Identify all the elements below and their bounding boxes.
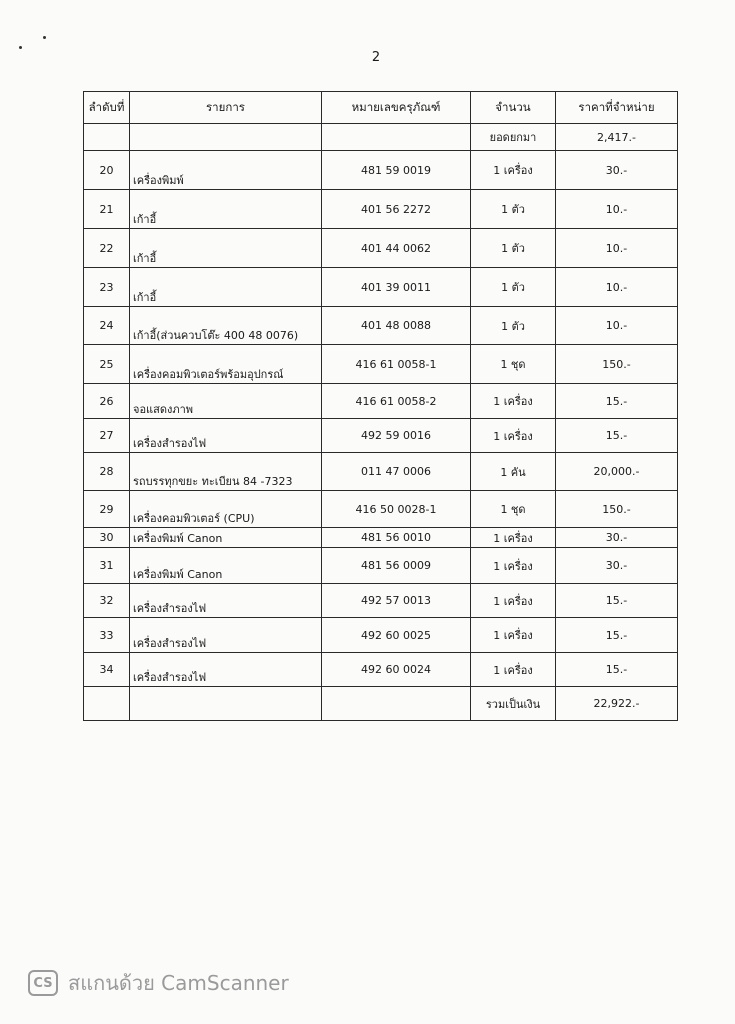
asset-code: 492 60 0024 [322, 653, 471, 687]
item-name: เครื่องสำรองไฟ [130, 653, 322, 687]
disposal-price: 10.- [556, 268, 678, 307]
item-name: เครื่องพิมพ์ Canon [130, 548, 322, 584]
page-number: 2 [371, 50, 381, 65]
quantity: 1 คัน [471, 453, 556, 491]
quantity: 1 เครื่อง [471, 419, 556, 453]
quantity: 1 เครื่อง [471, 384, 556, 419]
asset-code: 401 48 0088 [322, 307, 471, 345]
item-name: เครื่องคอมพิวเตอร์ (CPU) [130, 491, 322, 528]
asset-code: 416 61 0058-1 [322, 345, 471, 384]
item-name: เครื่องพิมพ์ [130, 151, 322, 190]
row-number: 24 [84, 307, 130, 345]
item-name: เครื่องสำรองไฟ [130, 419, 322, 453]
disposal-price: 15.- [556, 384, 678, 419]
asset-code: 401 56 2272 [322, 190, 471, 229]
quantity: 1 ตัว [471, 190, 556, 229]
disposal-price: 30.- [556, 151, 678, 190]
row-number: 20 [84, 151, 130, 190]
quantity: 1 เครื่อง [471, 151, 556, 190]
item-name: รถบรรทุกขยะ ทะเบียน 84 -7323 [130, 453, 322, 491]
header-qty: จำนวน [471, 92, 556, 124]
disposal-price: 15.- [556, 584, 678, 618]
row-number: 34 [84, 653, 130, 687]
header-no: ลำดับที่ [84, 92, 130, 124]
camscanner-logo-icon: CS [28, 970, 58, 996]
disposal-price: 30.- [556, 548, 678, 584]
asset-code: 011 47 0006 [322, 453, 471, 491]
table-row [84, 548, 678, 584]
row-number: 25 [84, 345, 130, 384]
header-price: ราคาที่จำหน่าย [556, 92, 678, 124]
item-name: เครื่องพิมพ์ Canon [130, 528, 322, 548]
item-name: เครื่องสำรองไฟ [130, 618, 322, 653]
inventory-disposal-table [83, 91, 678, 721]
quantity: 1 ตัว [471, 307, 556, 345]
disposal-price: 150.- [556, 491, 678, 528]
table-row [84, 618, 678, 653]
disposal-price: 10.- [556, 229, 678, 268]
total-label: รวมเป็นเงิน [471, 687, 556, 721]
item-name: เครื่องสำรองไฟ [130, 584, 322, 618]
empty-cell [84, 124, 130, 151]
asset-code: 492 59 0016 [322, 419, 471, 453]
header-code: หมายเลขครุภัณฑ์ [322, 92, 471, 124]
item-name: เก้าอี้ [130, 190, 322, 229]
quantity: 1 เครื่อง [471, 548, 556, 584]
quantity: 1 เครื่อง [471, 653, 556, 687]
row-number: 23 [84, 268, 130, 307]
row-number: 22 [84, 229, 130, 268]
empty-cell [322, 124, 471, 151]
carried-forward-label: ยอดยกมา [471, 124, 556, 151]
disposal-price: 150.- [556, 345, 678, 384]
asset-code: 481 59 0019 [322, 151, 471, 190]
row-number: 31 [84, 548, 130, 584]
disposal-price: 15.- [556, 653, 678, 687]
quantity: 1 ตัว [471, 229, 556, 268]
disposal-price: 10.- [556, 307, 678, 345]
row-number: 33 [84, 618, 130, 653]
disposal-price: 15.- [556, 618, 678, 653]
row-number: 27 [84, 419, 130, 453]
table-row [84, 584, 678, 618]
disposal-price: 15.- [556, 419, 678, 453]
total-amount: 22,922.- [556, 687, 678, 721]
carried-forward-row [84, 124, 678, 151]
item-name: เก้าอี้(ส่วนควบโต๊ะ 400 48 0076) [130, 307, 322, 345]
table-row [84, 345, 678, 384]
asset-code: 492 57 0013 [322, 584, 471, 618]
scan-speck [19, 46, 22, 49]
disposal-price: 20,000.- [556, 453, 678, 491]
camscanner-text: สแกนด้วย CamScanner [68, 971, 289, 995]
table-row [84, 653, 678, 687]
row-number: 32 [84, 584, 130, 618]
table-row [84, 384, 678, 419]
quantity: 1 เครื่อง [471, 528, 556, 548]
asset-code: 401 44 0062 [322, 229, 471, 268]
scan-speck [43, 36, 46, 39]
table-row [84, 151, 678, 190]
item-name: เก้าอี้ [130, 268, 322, 307]
table-row [84, 229, 678, 268]
table-row [84, 419, 678, 453]
row-number: 21 [84, 190, 130, 229]
item-name: จอแสดงภาพ [130, 384, 322, 419]
table-row [84, 528, 678, 548]
table-row [84, 307, 678, 345]
total-row [84, 687, 678, 721]
empty-cell [84, 687, 130, 721]
item-name: เครื่องคอมพิวเตอร์พร้อมอุปกรณ์ [130, 345, 322, 384]
asset-code: 401 39 0011 [322, 268, 471, 307]
table-row [84, 190, 678, 229]
disposal-price: 10.- [556, 190, 678, 229]
disposal-price: 30.- [556, 528, 678, 548]
asset-code: 481 56 0010 [322, 528, 471, 548]
table-row [84, 268, 678, 307]
asset-code: 416 50 0028-1 [322, 491, 471, 528]
table-row [84, 491, 678, 528]
empty-cell [130, 124, 322, 151]
asset-code: 416 61 0058-2 [322, 384, 471, 419]
quantity: 1 เครื่อง [471, 618, 556, 653]
quantity: 1 เครื่อง [471, 584, 556, 618]
row-number: 30 [84, 528, 130, 548]
camscanner-watermark [28, 966, 289, 1000]
row-number: 26 [84, 384, 130, 419]
header-item: รายการ [130, 92, 322, 124]
empty-cell [130, 687, 322, 721]
row-number: 28 [84, 453, 130, 491]
quantity: 1 ชุด [471, 491, 556, 528]
item-name: เก้าอี้ [130, 229, 322, 268]
table-header-row [84, 92, 678, 124]
asset-code: 492 60 0025 [322, 618, 471, 653]
carried-forward-amount: 2,417.- [556, 124, 678, 151]
asset-code: 481 56 0009 [322, 548, 471, 584]
empty-cell [322, 687, 471, 721]
row-number: 29 [84, 491, 130, 528]
quantity: 1 ชุด [471, 345, 556, 384]
quantity: 1 ตัว [471, 268, 556, 307]
table-row [84, 453, 678, 491]
